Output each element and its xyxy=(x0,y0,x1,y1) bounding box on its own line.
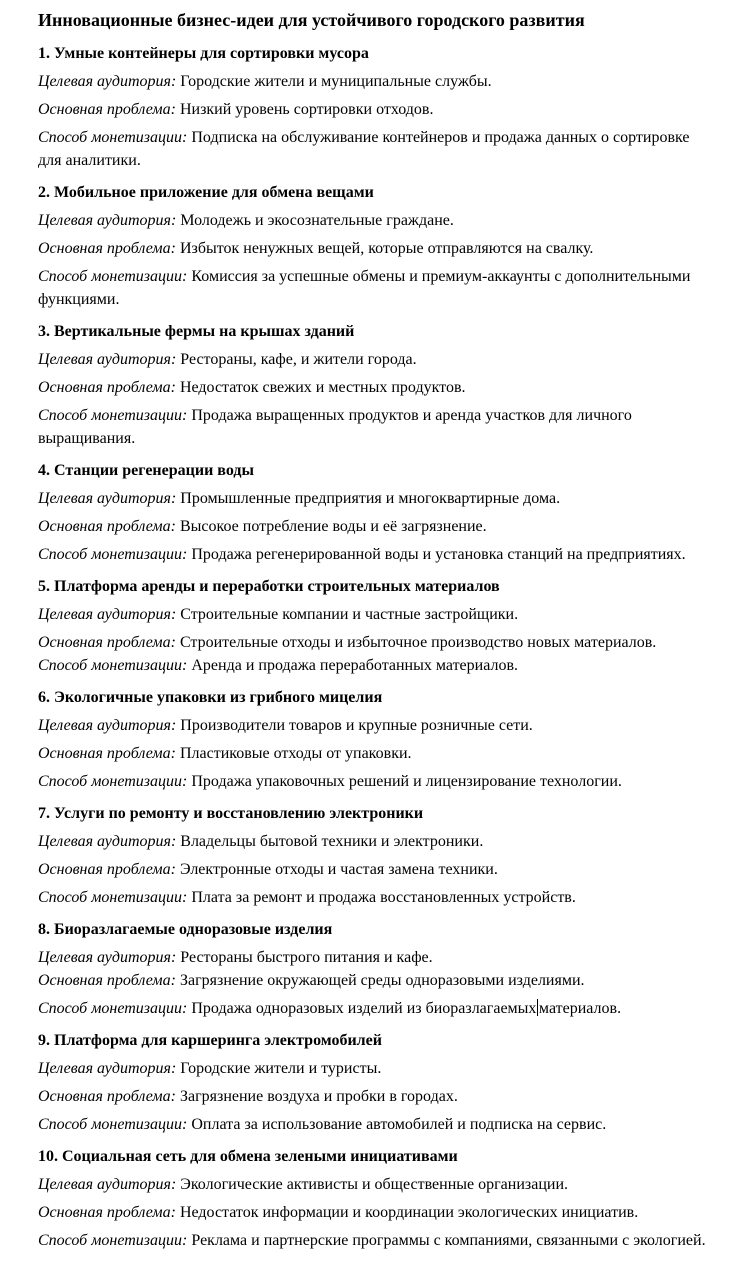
audience-row xyxy=(38,1173,708,1196)
idea-heading: 5. Платформа аренды и переработки строительных материалов xyxy=(38,578,500,595)
problem-label: Основная проблема: xyxy=(38,101,176,118)
monetization-text: Плата за ремонт и продажа восстановленных устройств. xyxy=(191,889,576,906)
idea-section-2 xyxy=(38,181,708,311)
problem-row xyxy=(38,858,708,881)
problem-row xyxy=(38,742,708,765)
problem-row xyxy=(38,969,708,992)
audience-row xyxy=(38,714,708,737)
idea-heading: 7. Услуги по ремонту и восстановлению электроники xyxy=(38,805,424,822)
problem-label: Основная проблема: xyxy=(38,518,176,535)
audience-row xyxy=(38,209,708,232)
audience-text: Производители товаров и крупные розничные сети. xyxy=(180,717,533,734)
audience-label: Целевая аудитория: xyxy=(38,606,177,623)
problem-text: Недостаток информации и координации экологических инициатив. xyxy=(179,1204,639,1221)
problem-row xyxy=(38,515,708,538)
idea-heading: 10. Социальная сеть для обмена зелеными инициативами xyxy=(38,1148,458,1165)
audience-label: Целевая аудитория: xyxy=(38,351,177,368)
idea-section-5 xyxy=(38,575,708,677)
audience-row xyxy=(38,348,708,371)
monetization-label: Способ монетизации: xyxy=(38,268,188,285)
monetization-text: Аренда и продажа переработанных материалов. xyxy=(191,657,518,674)
monetization-text: Продажа регенерированной воды и установка станций на предприятиях. xyxy=(191,546,686,563)
monetization-row xyxy=(38,770,708,793)
problem-row xyxy=(38,631,708,654)
monetization-row xyxy=(38,265,708,311)
monetization-text: Оплата за использование автомобилей и подписка на сервис. xyxy=(191,1116,607,1133)
idea-section-8 xyxy=(38,918,708,1020)
audience-label: Целевая аудитория: xyxy=(38,833,177,850)
problem-label: Основная проблема: xyxy=(38,861,176,878)
problem-text: Недостаток свежих и местных продуктов. xyxy=(179,379,466,396)
audience-row xyxy=(38,70,708,93)
audience-label: Целевая аудитория: xyxy=(38,73,177,90)
audience-text: Городские жители и муниципальные службы. xyxy=(180,73,492,90)
audience-text: Строительные компании и частные застройщики. xyxy=(180,606,519,623)
problem-text: Избыток ненужных вещей, которые отправляются на свалку. xyxy=(179,240,594,257)
problem-text: Загрязнение воздуха и пробки в городах. xyxy=(179,1088,458,1105)
monetization-row xyxy=(38,1113,708,1136)
audience-label: Целевая аудитория: xyxy=(38,717,177,734)
monetization-text: Подписка на обслуживание контейнеров и продажа данных о сортировке для аналитики. xyxy=(38,129,690,169)
audience-row xyxy=(38,603,708,626)
monetization-row xyxy=(38,126,708,172)
monetization-label: Способ монетизации: xyxy=(38,407,188,424)
idea-heading: 6. Экологичные упаковки из грибного мицелия xyxy=(38,689,383,706)
audience-text: Экологические активисты и общественные организации. xyxy=(180,1176,569,1193)
problem-text: Низкий уровень сортировки отходов. xyxy=(179,101,434,118)
audience-text: Городские жители и туристы. xyxy=(180,1060,382,1077)
monetization-text-after-cursor: материалов. xyxy=(538,1000,622,1017)
idea-heading: 8. Биоразлагаемые одноразовые изделия xyxy=(38,921,333,938)
problem-row xyxy=(38,237,708,260)
monetization-label: Способ монетизации: xyxy=(38,1116,188,1133)
monetization-row xyxy=(38,654,708,677)
audience-label: Целевая аудитория: xyxy=(38,949,177,966)
audience-label: Целевая аудитория: xyxy=(38,490,177,507)
audience-text: Рестораны, кафе, и жители города. xyxy=(180,351,417,368)
monetization-label: Способ монетизации: xyxy=(38,773,188,790)
problem-text: Строительные отходы и избыточное производство новых материалов. xyxy=(179,634,657,651)
monetization-label: Способ монетизации: xyxy=(38,129,188,146)
monetization-label: Способ монетизации: xyxy=(38,546,188,563)
monetization-row xyxy=(38,886,708,909)
audience-text: Владельцы бытовой техники и электроники. xyxy=(180,833,484,850)
problem-label: Основная проблема: xyxy=(38,1088,176,1105)
monetization-label: Способ монетизации: xyxy=(38,1000,188,1017)
monetization-label: Способ монетизации: xyxy=(38,1232,188,1249)
idea-heading: 3. Вертикальные фермы на крышах зданий xyxy=(38,323,355,340)
problem-row xyxy=(38,376,708,399)
audience-row xyxy=(38,830,708,853)
monetization-row xyxy=(38,543,708,566)
idea-heading: 1. Умные контейнеры для сортировки мусора xyxy=(38,45,369,62)
monetization-text: Продажа выращенных продуктов и аренда участков для личного выращивания. xyxy=(38,407,632,447)
audience-text: Промышленные предприятия и многоквартирные дома. xyxy=(180,490,561,507)
problem-label: Основная проблема: xyxy=(38,745,176,762)
monetization-row xyxy=(38,1229,708,1252)
problem-label: Основная проблема: xyxy=(38,240,176,257)
problem-row xyxy=(38,98,708,121)
audience-label: Целевая аудитория: xyxy=(38,212,177,229)
monetization-label: Способ монетизации: xyxy=(38,889,188,906)
problem-row xyxy=(38,1085,708,1108)
idea-section-4 xyxy=(38,459,708,566)
audience-label: Целевая аудитория: xyxy=(38,1176,177,1193)
problem-label: Основная проблема: xyxy=(38,1204,176,1221)
idea-heading: 9. Платформа для каршеринга электромобилей xyxy=(38,1032,382,1049)
monetization-text: Продажа одноразовых изделий из биоразлагаемых xyxy=(191,1000,537,1017)
problem-text: Электронные отходы и частая замена техники. xyxy=(179,861,498,878)
problem-text: Высокое потребление воды и её загрязнение. xyxy=(179,518,487,535)
audience-text: Молодежь и экосознательные граждане. xyxy=(180,212,454,229)
idea-heading: 4. Станции регенерации воды xyxy=(38,462,254,479)
problem-text: Пластиковые отходы от упаковки. xyxy=(179,745,412,762)
audience-row xyxy=(38,487,708,510)
monetization-label: Способ монетизации: xyxy=(38,657,188,674)
audience-label: Целевая аудитория: xyxy=(38,1060,177,1077)
document-title: Инновационные бизнес-идеи для устойчивого городского развития xyxy=(38,10,585,30)
problem-label: Основная проблема: xyxy=(38,379,176,396)
monetization-text: Реклама и партнерские программы с компаниями, связанными с экологией. xyxy=(191,1232,706,1249)
monetization-row xyxy=(38,404,708,450)
audience-text: Рестораны быстрого питания и кафе. xyxy=(180,949,433,966)
problem-label: Основная проблема: xyxy=(38,634,176,651)
monetization-text: Продажа упаковочных решений и лицензирование технологии. xyxy=(191,773,622,790)
idea-section-6 xyxy=(38,686,708,793)
idea-section-9 xyxy=(38,1029,708,1136)
problem-row xyxy=(38,1201,708,1224)
monetization-text: Комиссия за успешные обмены и премиум-аккаунты с дополнительными функциями. xyxy=(38,268,691,308)
idea-heading: 2. Мобильное приложение для обмена вещами xyxy=(38,184,374,201)
audience-row xyxy=(38,946,708,969)
idea-section-10 xyxy=(38,1145,708,1252)
idea-section-3 xyxy=(38,320,708,450)
audience-row xyxy=(38,1057,708,1080)
idea-section-1 xyxy=(38,42,708,172)
monetization-row xyxy=(38,997,708,1020)
idea-section-7 xyxy=(38,802,708,909)
problem-label: Основная проблема: xyxy=(38,972,176,989)
problem-text: Загрязнение окружающей среды одноразовыми изделиями. xyxy=(179,972,585,989)
